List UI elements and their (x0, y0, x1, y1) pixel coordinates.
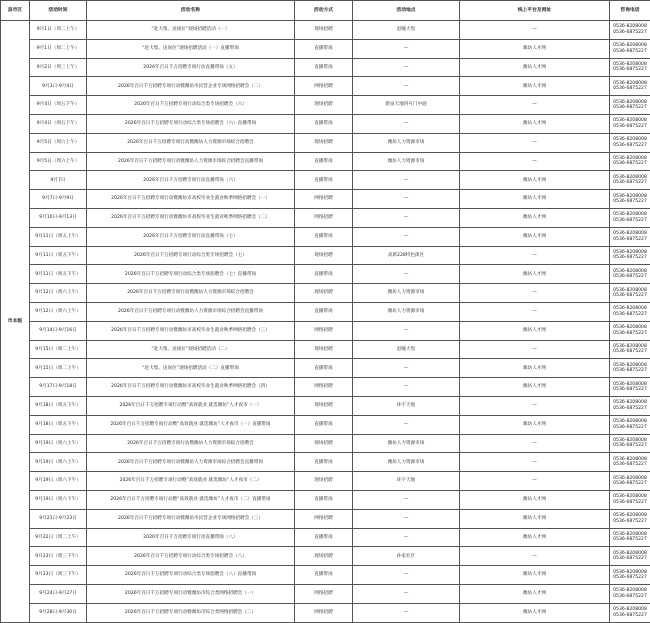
location-cell: — (353, 114, 460, 133)
time-cell: 9月5日（周六上午） (30, 133, 87, 152)
activity-name-cell: 2026年百日千万招聘专项行动暨潍坊市民营企业专场网络招聘会（三） (87, 509, 295, 528)
activity-name-cell: 2026年百日千万招聘专项行动直播带岗（八） (87, 528, 295, 547)
phone-number: 0536-8208008 (613, 99, 647, 105)
phone-number: 0536-8208008 (613, 419, 647, 425)
location-cell: 潍坊人力资源市场 (353, 284, 460, 303)
phone-number: 0536-8208008 (613, 569, 647, 575)
time-cell: 9月23日（周三下午） (30, 566, 87, 585)
activity-name-cell: “赴大集、送岗位”现场招聘活动（二） (87, 340, 295, 359)
mode-cell: 现场招聘 (295, 547, 353, 566)
phone-cell (610, 171, 650, 190)
phone-cell (610, 133, 650, 152)
platform-cell: — (460, 453, 610, 472)
location-cell: 赵疃大集 (353, 340, 460, 359)
location-cell: — (353, 509, 460, 528)
platform-cell: 潍坊人才网 (460, 528, 610, 547)
table-row (1, 396, 650, 415)
time-cell: 9月11日（周五下午） (30, 246, 87, 265)
activity-name-cell: 2026年百日千万招聘专项行动直播带岗（七） (87, 227, 295, 246)
location-cell: — (353, 171, 460, 190)
time-cell: 9月22日（周二上午） (30, 528, 87, 547)
platform-cell: 潍坊人才网 (460, 58, 610, 77)
table-row (1, 39, 650, 58)
phone-number: 0536-6875227 (613, 274, 647, 280)
mode-cell: 现场招聘 (295, 472, 353, 491)
time-cell: 9月24日-9月27日 (30, 584, 87, 603)
phone-number: 0536-8208008 (613, 513, 647, 519)
time-cell: 9月1日（周二上午） (30, 21, 87, 40)
phone-number: 0536-6875227 (613, 593, 647, 599)
mode-cell: 网络招聘 (295, 509, 353, 528)
phone-cell (610, 77, 650, 96)
location-cell: — (353, 584, 460, 603)
activity-name-cell: 2026年百日千万招聘专项行动综合类专场招聘会（七） (87, 246, 295, 265)
time-cell: 9月28日-9月30日 (30, 603, 87, 622)
table-row (1, 528, 650, 547)
location-cell: 新泉天地四号门中庭 (353, 96, 460, 115)
time-cell: 9月19日（周六下午） (30, 490, 87, 509)
location-cell: 潍坊人力资源市场 (353, 434, 460, 453)
mode-cell: 直播带岗 (295, 265, 353, 284)
time-cell: 9月12日（周六上午） (30, 284, 87, 303)
phone-cell (610, 152, 650, 171)
phone-number: 0536-6875227 (613, 123, 647, 129)
table-row (1, 265, 650, 284)
phone-number: 0536-6875227 (613, 161, 647, 167)
time-cell: 9月1日（周二上午） (30, 39, 87, 58)
phone-cell (610, 58, 650, 77)
phone-number: 0536-8208008 (613, 118, 647, 124)
phone-cell (610, 96, 650, 115)
platform-cell: 潍坊人才网 (460, 114, 610, 133)
phone-number: 0536-6875227 (613, 67, 647, 73)
phone-number: 0536-8208008 (613, 362, 647, 368)
time-cell: 9月12日（周六上午） (30, 302, 87, 321)
table-row (1, 566, 650, 585)
location-cell: 环宇天地 (353, 472, 460, 491)
mode-cell: 直播带岗 (295, 114, 353, 133)
table-row (1, 340, 650, 359)
activity-name-cell: 2026年百日千万招聘专项行动暨潍坊人力资源市场综合招聘会 (87, 434, 295, 453)
phone-number: 0536-8208008 (613, 250, 647, 256)
platform-cell: — (460, 434, 610, 453)
time-cell: 9月17日-9月18日 (30, 378, 87, 397)
phone-cell (610, 490, 650, 509)
phone-number: 0536-8208008 (613, 607, 647, 613)
phone-number: 0536-8208008 (613, 62, 647, 68)
activity-name-cell: “赴大集、送岗位”现场招聘活动（二）直播带岗 (87, 359, 295, 378)
table-row (1, 321, 650, 340)
platform-cell: 潍坊人才网 (460, 415, 610, 434)
time-cell: 9月21日-9月23日 (30, 509, 87, 528)
mode-cell: 直播带岗 (295, 152, 353, 171)
time-cell: 9月15日（周二上午） (30, 359, 87, 378)
phone-cell (610, 434, 650, 453)
phone-number: 0536-6875227 (613, 217, 647, 223)
phone-cell (610, 39, 650, 58)
phone-number: 0536-6875227 (613, 142, 647, 148)
phone-number: 0536-6875227 (613, 255, 647, 261)
platform-cell: — (460, 396, 610, 415)
platform-cell: — (460, 302, 610, 321)
time-cell: 9月14日-9月16日 (30, 321, 87, 340)
mode-cell: 网络招聘 (295, 378, 353, 397)
phone-number: 0536-8208008 (613, 325, 647, 331)
platform-cell: 潍坊人才网 (460, 603, 610, 622)
mode-cell: 直播带岗 (295, 359, 353, 378)
phone-cell (610, 208, 650, 227)
header-phone: 咨询电话 (610, 1, 650, 21)
time-cell: 9月11日（周五下午） (30, 265, 87, 284)
location-cell: — (353, 415, 460, 434)
table-row (1, 21, 650, 40)
header-county: 县市区 (1, 1, 30, 21)
activity-name-cell: 2026年百日千万招聘专项行动综合类专场招聘会（六） (87, 96, 295, 115)
mode-cell: 直播带岗 (295, 227, 353, 246)
phone-cell (610, 547, 650, 566)
phone-number: 0536-8208008 (613, 174, 647, 180)
platform-cell: 潍坊人才网 (460, 321, 610, 340)
phone-number: 0536-6875227 (613, 481, 647, 487)
phone-cell (610, 566, 650, 585)
platform-cell: — (460, 21, 610, 40)
phone-number: 0536-6875227 (613, 311, 647, 317)
location-cell: 孙家社区 (353, 547, 460, 566)
time-cell: 9月10日-9月13日 (30, 208, 87, 227)
activity-name-cell: 2026年百日千万招聘专项行动暨潍坊市民营企业专场网络招聘会（二） (87, 77, 295, 96)
table-row (1, 547, 650, 566)
phone-cell (610, 603, 650, 622)
mode-cell: 现场招聘 (295, 133, 353, 152)
table-row (1, 415, 650, 434)
phone-cell (610, 378, 650, 397)
activity-name-cell: 2026年百日千万招聘专项行动暨潍坊人力资源市场综合招聘会直播带岗 (87, 453, 295, 472)
platform-cell: 潍坊人才网 (460, 77, 610, 96)
phone-number: 0536-8208008 (613, 193, 647, 199)
activity-name-cell: 2026年百日千万招聘专项行动暨“高效就业 就选潍坊”人才夜市（二） (87, 472, 295, 491)
activity-name-cell: “赴大集、送岗位”现场招聘活动（一） (87, 21, 295, 40)
platform-cell: — (460, 340, 610, 359)
platform-cell: — (460, 246, 610, 265)
mode-cell: 网络招聘 (295, 208, 353, 227)
platform-cell: — (460, 152, 610, 171)
header-activity-name: 活动名称 (87, 1, 295, 21)
time-cell: 9月19日（周六上午） (30, 434, 87, 453)
header-platform: 线上平台及网址 (460, 1, 610, 21)
mode-cell: 网络招聘 (295, 584, 353, 603)
mode-cell: 直播带岗 (295, 58, 353, 77)
phone-cell (610, 114, 650, 133)
table-row (1, 171, 650, 190)
table-row (1, 246, 650, 265)
phone-number: 0536-6875227 (613, 405, 647, 411)
table-row (1, 359, 650, 378)
table-row (1, 114, 650, 133)
table-row (1, 603, 650, 622)
location-cell: — (353, 528, 460, 547)
phone-number: 0536-8208008 (613, 494, 647, 500)
activity-name-cell: 2026年百日千万招聘专项行动暨潍坊人力资源市场综合招聘会 (87, 133, 295, 152)
phone-number: 0536-8208008 (613, 287, 647, 293)
mode-cell: 直播带岗 (295, 528, 353, 547)
mode-cell: 网络招聘 (295, 77, 353, 96)
location-cell: — (353, 490, 460, 509)
phone-number: 0536-8208008 (613, 268, 647, 274)
activity-name-cell: 2026年百日千万招聘专项行动综合类专场招聘会（八） (87, 547, 295, 566)
platform-cell: — (460, 133, 610, 152)
table-row (1, 472, 650, 491)
mode-cell: 网络招聘 (295, 321, 353, 340)
location-cell: — (353, 58, 460, 77)
phone-number: 0536-8208008 (613, 456, 647, 462)
phone-number: 0536-8208008 (613, 212, 647, 218)
time-cell: 9月5日（周六上午） (30, 152, 87, 171)
activity-name-cell: 2026年百日千万招聘专项行动暨“高效就业 就选潍坊”人才夜市（二）直播带岗 (87, 490, 295, 509)
phone-cell (610, 396, 650, 415)
activity-name-cell: 2026年百日千万招聘专项行动暨潍坊市综合类网络招聘会（一） (87, 584, 295, 603)
activity-name-cell: 2026年百日千万招聘专项行动暨“高效就业 就选潍坊”人才夜市（一） (87, 396, 295, 415)
table-row (1, 490, 650, 509)
mode-cell: 直播带岗 (295, 171, 353, 190)
phone-cell (610, 284, 650, 303)
time-cell: 9月4日（周五下午） (30, 96, 87, 115)
location-cell: 赵疃大集 (353, 21, 460, 40)
location-cell: — (353, 227, 460, 246)
table-row (1, 208, 650, 227)
mode-cell: 现场招聘 (295, 340, 353, 359)
mode-cell: 现场招聘 (295, 246, 353, 265)
time-cell: 9月3日-9月4日 (30, 77, 87, 96)
header-location: 活动地点 (353, 1, 460, 21)
activity-name-cell: 2026年百日千万招聘专项行动暨潍坊市高校毕业生就业秋季网络招聘会（二） (87, 208, 295, 227)
activity-name-cell: 2026年百日千万招聘专项行动直播带岗（六） (87, 171, 295, 190)
time-cell: 9月18日（周五下午） (30, 396, 87, 415)
header-mode: 活动方式 (295, 1, 353, 21)
phone-number: 0536-8208008 (613, 43, 647, 49)
phone-number: 0536-8208008 (613, 400, 647, 406)
location-cell: 潍坊人力资源市场 (353, 453, 460, 472)
time-cell: 9月2日（周三上午） (30, 58, 87, 77)
phone-number: 0536-8208008 (613, 475, 647, 481)
phone-number: 0536-6875227 (613, 499, 647, 505)
phone-number: 0536-8208008 (613, 588, 647, 594)
activity-name-cell: 2026年百日千万招聘专项行动暨潍坊市高校毕业生就业秋季网络招聘会（三） (87, 321, 295, 340)
mode-cell: 现场招聘 (295, 284, 353, 303)
location-cell: 环宇天地 (353, 396, 460, 415)
platform-cell: 潍坊人才网 (460, 566, 610, 585)
phone-number: 0536-8208008 (613, 381, 647, 387)
location-cell: — (353, 566, 460, 585)
phone-number: 0536-8208008 (613, 80, 647, 86)
phone-number: 0536-6875227 (613, 575, 647, 580)
table-row (1, 584, 650, 603)
platform-cell: 潍坊人才网 (460, 359, 610, 378)
location-cell: 潍坊人力资源市场 (353, 302, 460, 321)
platform-cell: 潍坊人才网 (460, 227, 610, 246)
platform-cell: 潍坊人才网 (460, 190, 610, 209)
time-cell: 9月19日（周六上午） (30, 453, 87, 472)
table-row (1, 190, 650, 209)
phone-cell (610, 359, 650, 378)
phone-number: 0536-6875227 (613, 199, 647, 205)
location-cell: — (353, 77, 460, 96)
phone-number: 0536-6875227 (613, 462, 647, 468)
phone-cell (610, 265, 650, 284)
activity-name-cell: 2026年百日千万招聘专项行动综合类专场招聘会（六）直播带岗 (87, 114, 295, 133)
location-cell: — (353, 359, 460, 378)
phone-number: 0536-6875227 (613, 236, 647, 242)
phone-cell (610, 509, 650, 528)
table-row (1, 152, 650, 171)
phone-number: 0536-6875227 (613, 612, 647, 618)
activity-name-cell: 2026年百日千万招聘专项行动暨潍坊人力资源市场综合招聘会直播带岗 (87, 302, 295, 321)
mode-cell: 现场招聘 (295, 96, 353, 115)
platform-cell: — (460, 96, 610, 115)
location-cell: — (353, 190, 460, 209)
platform-cell: 潍坊人才网 (460, 171, 610, 190)
phone-cell (610, 21, 650, 40)
phone-number: 0536-6875227 (613, 349, 647, 355)
table-row (1, 302, 650, 321)
phone-number: 0536-8208008 (613, 306, 647, 312)
location-cell: 潍坊人力资源市场 (353, 152, 460, 171)
phone-number: 0536-6875227 (613, 180, 647, 186)
mode-cell: 现场招聘 (295, 396, 353, 415)
table-row (1, 77, 650, 96)
phone-number: 0536-8208008 (613, 438, 647, 444)
table-row (1, 133, 650, 152)
table-row (1, 227, 650, 246)
phone-cell (610, 528, 650, 547)
table-row (1, 96, 650, 115)
phone-cell (610, 321, 650, 340)
activity-name-cell: 2026年百日千万招聘专项行动暨潍坊人力资源市场综合招聘会 (87, 284, 295, 303)
table-body (1, 21, 650, 623)
phone-number: 0536-8208008 (613, 344, 647, 350)
table-row (1, 434, 650, 453)
location-cell: — (353, 321, 460, 340)
phone-number: 0536-6875227 (613, 537, 647, 543)
phone-number: 0536-6875227 (613, 424, 647, 430)
phone-number: 0536-6875227 (613, 387, 647, 393)
time-cell: 9月15日（周二上午） (30, 340, 87, 359)
activity-name-cell: “赴大集、送岗位”现场招聘活动（一）直播带岗 (87, 39, 295, 58)
platform-cell: — (460, 547, 610, 566)
mode-cell: 现场招聘 (295, 434, 353, 453)
mode-cell: 直播带岗 (295, 302, 353, 321)
mode-cell: 直播带岗 (295, 453, 353, 472)
activity-name-cell: 2026年百日千万招聘专项行动暨潍坊人力资源市场综合招聘会直播带岗 (87, 152, 295, 171)
phone-number: 0536-8208008 (613, 231, 647, 237)
phone-number: 0536-6875227 (613, 556, 647, 562)
phone-cell (610, 415, 650, 434)
platform-cell: — (460, 472, 610, 491)
phone-number: 0536-6875227 (613, 86, 647, 92)
table-row (1, 284, 650, 303)
platform-cell: 潍坊人才网 (460, 509, 610, 528)
location-cell: — (353, 378, 460, 397)
table-header-row (1, 1, 650, 21)
location-cell: — (353, 208, 460, 227)
phone-number: 0536-8208008 (613, 550, 647, 556)
mode-cell: 直播带岗 (295, 566, 353, 585)
location-cell: — (353, 265, 460, 284)
phone-number: 0536-8208008 (613, 24, 647, 30)
mode-cell: 现场招聘 (295, 21, 353, 40)
mode-cell: 网络招聘 (295, 603, 353, 622)
phone-number: 0536-6875227 (613, 330, 647, 336)
activity-name-cell: 2026年百日千万招聘专项行动综合类专场招聘会（八）直播带岗 (87, 566, 295, 585)
phone-number: 0536-6875227 (613, 293, 647, 299)
phone-number: 0536-6875227 (613, 105, 647, 111)
phone-number: 0536-6875227 (613, 443, 647, 449)
phone-number: 0536-8208008 (613, 156, 647, 162)
activity-name-cell: 2026年百日千万招聘专项行动综合类专场招聘会（七）直播带岗 (87, 265, 295, 284)
time-cell: 9月7日 (30, 171, 87, 190)
activity-name-cell: 2026年百日千万招聘专项行动暨“高效就业 就选潍坊”人才夜市（一）直播带岗 (87, 415, 295, 434)
platform-cell: 潍坊人才网 (460, 584, 610, 603)
mode-cell: 直播带岗 (295, 415, 353, 434)
table-row (1, 378, 650, 397)
time-cell: 9月11日（周五上午） (30, 227, 87, 246)
phone-cell (610, 190, 650, 209)
table-row (1, 509, 650, 528)
activity-name-cell: 2026年百日千万招聘专项行动直播带岗（五） (87, 58, 295, 77)
header-time: 活动时间 (30, 1, 87, 21)
time-cell: 9月19日（周六下午） (30, 472, 87, 491)
time-cell: 9月18日（周五下午） (30, 415, 87, 434)
platform-cell: 潍坊人才网 (460, 490, 610, 509)
mode-cell: 直播带岗 (295, 490, 353, 509)
location-cell: — (353, 39, 460, 58)
mode-cell: 网络招聘 (295, 190, 353, 209)
platform-cell: 潍坊人才网 (460, 265, 610, 284)
time-cell: 9月4日（周五下午） (30, 114, 87, 133)
table-row (1, 453, 650, 472)
phone-number: 0536-6875227 (613, 48, 647, 54)
county-cell: 市本级 (1, 21, 30, 623)
phone-cell (610, 246, 650, 265)
phone-number: 0536-6875227 (613, 368, 647, 374)
location-cell: 潍坊人力资源市场 (353, 133, 460, 152)
phone-cell (610, 453, 650, 472)
activity-name-cell: 2026年百日千万招聘专项行动暨潍坊市高校毕业生就业秋季网络招聘会（一） (87, 190, 295, 209)
mode-cell: 直播带岗 (295, 39, 353, 58)
phone-cell (610, 472, 650, 491)
activity-name-cell: 2026年百日千万招聘专项行动暨潍坊市综合类网络招聘会（二） (87, 603, 295, 622)
platform-cell: — (460, 284, 610, 303)
phone-cell (610, 227, 650, 246)
location-cell: 高新228特色街区 (353, 246, 460, 265)
phone-cell (610, 340, 650, 359)
table-row (1, 58, 650, 77)
phone-cell (610, 584, 650, 603)
phone-cell (610, 302, 650, 321)
platform-cell: 潍坊人才网 (460, 208, 610, 227)
phone-number: 0536-8208008 (613, 137, 647, 143)
location-cell: — (353, 603, 460, 622)
phone-number: 0536-6875227 (613, 518, 647, 524)
platform-cell: 潍坊人才网 (460, 378, 610, 397)
phone-number: 0536-8208008 (613, 532, 647, 537)
platform-cell: 潍坊人才网 (460, 39, 610, 58)
time-cell: 9月23日（周三下午） (30, 547, 87, 566)
time-cell: 9月7日-9月9日 (30, 190, 87, 209)
phone-number: 0536-6875227 (613, 29, 647, 35)
activity-name-cell: 2026年百日千万招聘专项行动暨潍坊市高校毕业生就业秋季网络招聘会（四） (87, 378, 295, 397)
